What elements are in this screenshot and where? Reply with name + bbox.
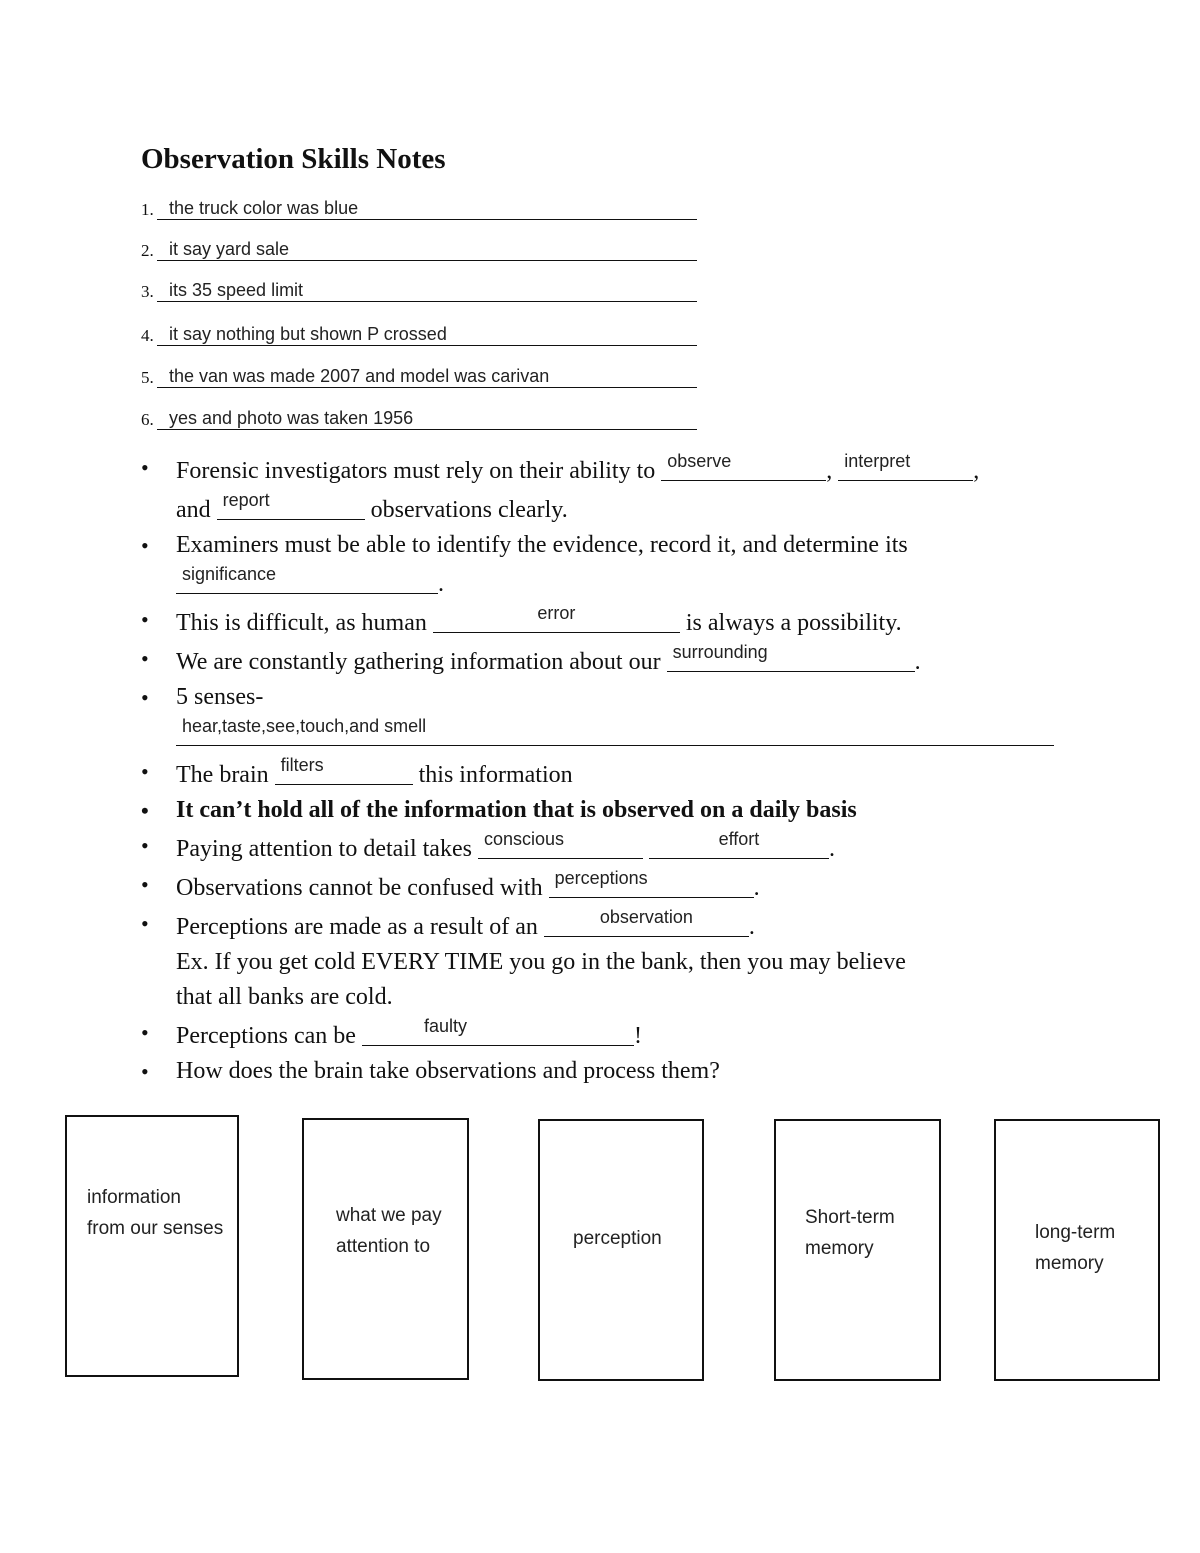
note-examiners (141, 528, 1061, 602)
note-text: Perceptions are made as a result of an (176, 914, 544, 940)
handwritten-answer: the van was made 2007 and model was carivan (169, 366, 550, 386)
handwritten-answer: it say yard sale (169, 239, 290, 259)
note-text: this information (412, 762, 573, 788)
box-line: from our senses (87, 1218, 224, 1239)
answer-line-1[interactable] (141, 192, 697, 220)
blank-effort[interactable] (649, 828, 829, 859)
blank-perceptions[interactable] (549, 867, 754, 898)
note-human-error (141, 602, 1061, 641)
note-text: ! (633, 1023, 642, 1049)
flow-box-perception[interactable] (538, 1119, 704, 1381)
handwritten-answer: faulty (423, 1016, 467, 1036)
box-line: perception (573, 1228, 662, 1249)
note-text: Forensic investigators must rely on their ability to (176, 458, 662, 484)
note-text: The brain (176, 762, 275, 788)
handwritten-answer: its 35 speed limit (169, 280, 304, 300)
handwritten-answer: observe (667, 451, 732, 471)
handwritten-answer: it say nothing but shown P crossed (169, 324, 447, 344)
box-text (87, 1182, 223, 1244)
item-number: 1. (141, 200, 154, 219)
answer-line-5[interactable] (141, 360, 697, 388)
box-line: what we pay (336, 1205, 442, 1226)
note-text: . (828, 836, 835, 862)
blank-significance[interactable] (176, 563, 438, 594)
box-text (336, 1200, 442, 1262)
handwritten-answer: report (222, 490, 270, 510)
note-five-senses (141, 680, 1061, 754)
example-text: that all banks are cold. (176, 984, 393, 1010)
note-text: . (914, 649, 921, 675)
blank-conscious[interactable] (478, 828, 643, 859)
handwritten-answer: error (537, 603, 576, 623)
note-text: and (176, 497, 217, 523)
note-text: How does the brain take observations and process them? (176, 1058, 720, 1084)
handwritten-answer: surrounding (672, 642, 768, 662)
answer-line-6[interactable] (141, 402, 697, 430)
blank-surrounding[interactable] (667, 641, 915, 672)
flow-box-senses[interactable] (65, 1115, 239, 1377)
note-cant-hold-all (141, 793, 1061, 828)
note-text: Observations cannot be confused with (176, 875, 549, 901)
note-text: Paying attention to detail takes (176, 836, 478, 862)
note-text: . (438, 571, 444, 597)
blank-senses[interactable] (176, 715, 1054, 746)
box-line: information (87, 1187, 181, 1208)
blank-faulty[interactable] (362, 1015, 634, 1046)
note-text: Perceptions can be (176, 1023, 362, 1049)
handwritten-answer: observation (599, 907, 693, 927)
handwritten-answer: conscious (483, 829, 564, 849)
box-line: long-term (1035, 1222, 1116, 1243)
item-number: 5. (141, 368, 154, 387)
flow-box-long-term-memory[interactable] (994, 1119, 1160, 1381)
handwritten-answer: effort (718, 829, 760, 849)
box-line: memory (1035, 1253, 1104, 1274)
flow-box-short-term-memory[interactable] (774, 1119, 941, 1381)
note-text: We are constantly gathering information about our (176, 649, 667, 675)
item-number: 3. (141, 282, 154, 301)
note-text: This is difficult, as human (176, 610, 433, 636)
example-text: Ex. If you get cold EVERY TIME you go in the bank, then you may believe (176, 949, 906, 975)
answer-line-4[interactable] (141, 318, 697, 346)
handwritten-answer: filters (280, 755, 324, 775)
note-text: 5 senses- (176, 684, 264, 710)
blank-filters[interactable] (275, 754, 413, 785)
page-title: Observation Skills Notes (141, 143, 446, 175)
box-line: Short-term (805, 1207, 895, 1228)
handwritten-answer: interpret (844, 451, 911, 471)
item-number: 2. (141, 241, 154, 260)
item-number: 6. (141, 410, 154, 429)
handwritten-answer: the truck color was blue (169, 198, 359, 218)
note-text: , (973, 458, 980, 484)
box-line: memory (805, 1238, 874, 1259)
note-gathering-information (141, 641, 1061, 680)
blank-interpret[interactable] (838, 450, 973, 481)
answer-line-3[interactable] (141, 274, 697, 302)
note-text: Examiners must be able to identify the evidence, record it, and determine its (176, 532, 908, 558)
notes-list (141, 450, 1061, 1089)
note-forensic-investigators (141, 450, 1061, 528)
blank-error[interactable] (433, 602, 680, 633)
handwritten-answer: hear,taste,see,touch,and smell (182, 716, 427, 736)
note-text: observations clearly. (364, 497, 568, 523)
note-perceptions-result (141, 906, 1061, 1015)
box-text (805, 1202, 895, 1264)
blank-observe[interactable] (661, 450, 826, 481)
handwritten-answer: yes and photo was taken 1956 (169, 408, 414, 428)
note-text: is always a possibility. (679, 610, 902, 636)
handwritten-answer: perceptions (554, 868, 648, 888)
handwritten-answer: significance (182, 564, 277, 584)
item-number: 4. (141, 326, 154, 345)
note-brain-process-question (141, 1054, 1061, 1089)
note-text: , (826, 458, 839, 484)
box-text (573, 1223, 662, 1254)
note-perceptions-faulty (141, 1015, 1061, 1054)
box-line: attention to (336, 1236, 431, 1257)
blank-observation[interactable] (544, 906, 749, 937)
answer-line-2[interactable] (141, 233, 697, 261)
blank-report[interactable] (217, 489, 365, 520)
note-text: It can’t hold all of the information that is observed on a daily basis (176, 797, 857, 823)
flow-box-attention[interactable] (302, 1118, 469, 1380)
box-text (1035, 1217, 1115, 1279)
note-text: . (753, 875, 760, 901)
note-text: . (748, 914, 755, 940)
note-brain-filters (141, 754, 1061, 793)
